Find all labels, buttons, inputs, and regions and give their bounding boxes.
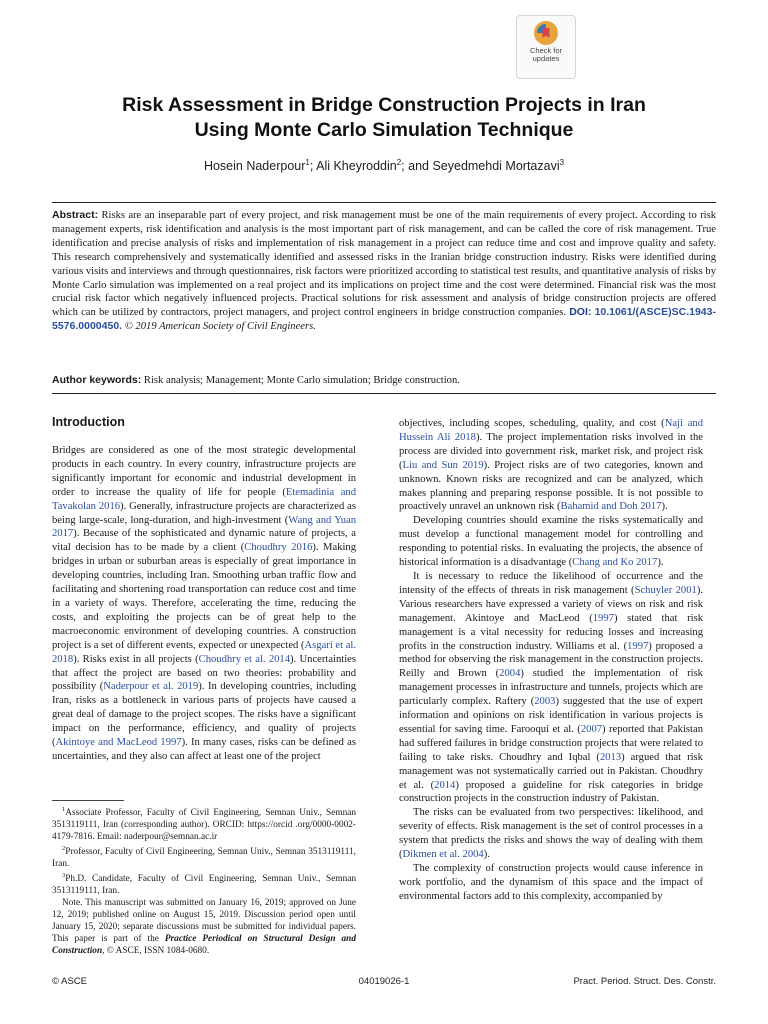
footnote-text: Professor, Faculty of Civil Engineering, Semnan Univ., Semnan 3513119111, Iran. bbox=[52, 847, 356, 870]
body-text: The risks can be evaluated from two perspectives: likelihood, and severity of effects. Risk management is the set of control processes in a system that predicts the risks and shows the way of dealing with them ( bbox=[399, 807, 703, 861]
citation-link[interactable]: Choudhry 2016 bbox=[244, 542, 313, 554]
doi-link[interactable]: 10.1061/(ASCE)SC.1943-5576.0000450. bbox=[52, 306, 716, 333]
body-text: ). The project implementation risks involved in the process are divided into government risk, market risk, and project risk ( bbox=[399, 431, 703, 471]
note-text: Note. This manuscript was submitted on January 16, 2019; approved on June 12, 2019; published online on August 15, 2019. Discussion period open until January 15, 2020; separate discussions must be submitted for individual papers. This paper is part of the bbox=[52, 898, 356, 945]
footer-article-number: 04019026-1 bbox=[358, 976, 410, 987]
body-text: It is necessary to reduce the likelihood of occurrence and the intensity of the effects of threats in risk management ( bbox=[399, 570, 703, 596]
body-text: ). Uncertainties that affect the project are based on two theories: probability and possibility ( bbox=[52, 653, 356, 693]
citation-link[interactable]: Dikmen et al. 2004 bbox=[402, 849, 484, 861]
author-affiliation-mark: 3 bbox=[559, 158, 565, 167]
author-affiliation-mark: 1 bbox=[305, 158, 310, 167]
doi-label: DOI: bbox=[569, 306, 592, 319]
citation-link[interactable]: 1997 bbox=[627, 640, 649, 652]
body-text: Developing countries should examine the risks systematically and must develop a functional management model for controlling and responding to potential risks. In evaluating the projects, the absence of historical information is a disadvantage ( bbox=[399, 515, 703, 569]
abstract-label: Abstract: bbox=[52, 209, 99, 221]
citation-link[interactable]: 2003 bbox=[534, 696, 556, 708]
author-name: Ali Kheyroddin bbox=[316, 159, 397, 174]
cfu-line1: Check for bbox=[529, 46, 563, 55]
footnote-rule bbox=[52, 800, 124, 801]
footnote-1 bbox=[52, 804, 356, 843]
footnote-mark: 1 bbox=[62, 806, 66, 813]
abstract bbox=[52, 209, 716, 334]
author-separator: ; bbox=[309, 159, 317, 174]
footnote-mark: 2 bbox=[62, 845, 66, 853]
body-paragraph-1 bbox=[399, 417, 703, 514]
citation-link[interactable]: Akintoye and MacLeod 1997 bbox=[55, 737, 182, 749]
footnote-2 bbox=[52, 843, 356, 870]
right-column bbox=[399, 417, 703, 904]
body-text: ). Because of the sophisticated and dynamic nature of projects, a vital decision has to be made by a client ( bbox=[52, 528, 356, 554]
author-keywords bbox=[52, 374, 716, 387]
body-text: ). Various researchers have expressed a variety of views on risk and risk management. Akintoye and MacLeod ( bbox=[399, 584, 703, 624]
footnote-text: Associate Professor, Faculty of Civil Engineering, Semnan Univ., Semnan 3513119111, Iran (corresponding author). ORCID: https://orcid .org/0000-0002-4179-7816. Email: naderpour@semnan.ac.ir bbox=[52, 808, 356, 843]
citation-link[interactable]: Liu and Sun 2019 bbox=[402, 459, 484, 471]
citation-link[interactable]: 1997 bbox=[592, 612, 614, 624]
author-affiliation-mark: 2 bbox=[396, 158, 402, 167]
footnote-3 bbox=[52, 870, 356, 897]
footnote-text: Ph.D. Candidate, Faculty of Civil Engineering, Semnan Univ., Semnan 3513119111, Iran. bbox=[52, 874, 356, 897]
author-name: Hosein Naderpour bbox=[203, 159, 306, 174]
body-text: ). Project risks are of two categories, known and unknown. Known risks are recognized and can be analyzed, which makes planning and preparing response possible. It is not possible to proactively unravel an unknown risk ( bbox=[399, 459, 703, 513]
left-column bbox=[52, 415, 356, 764]
title-line-2: Using Monte Carlo Simulation Technique bbox=[194, 119, 574, 141]
body-text: ). bbox=[661, 501, 668, 513]
footnotes bbox=[52, 804, 356, 957]
author-list bbox=[40, 158, 728, 173]
body-text: Bridges are considered as one of the most strategic developmental products in each country. In every country, infrastructure projects are significantly important for economic and industrial development in order to increase the quality of life for people ( bbox=[52, 445, 356, 498]
submission-note bbox=[52, 897, 356, 957]
citation-link[interactable]: 2013 bbox=[599, 751, 622, 763]
footer-journal-abbrev: Pract. Period. Struct. Des. Constr. bbox=[573, 976, 716, 987]
keywords-bottom-rule bbox=[52, 393, 716, 394]
abstract-text: Risks are an inseparable part of every project, and risk management must be one of the main requirements of every project. According to risk management experts, risk identification and analysis is the most important part of risk management, and can be called the core of risk management. True identification and precise analysis of risks and implementation of risk management in a project can reduce time and cost and improve quality and safety. This research comprehensively and systematically identified and assessed risks in the Iranian bridge construction industry. Risks were identified during various visits and interviews and through questionnaires, risk factors were prioritized according to statistical test results, and quantitative analysis of risks by Monte Carlo simulation was implemented on a real project and its implications on project time and the cost were determined. Financial risk was the most crucial risk factor which negatively influenced projects. Practical solutions for risk assessment and analysis of bridge construction projects are offered which can be utilized by contractors, project managers, and project control engineers in bridge construction companies. bbox=[52, 210, 717, 319]
abstract-top-rule bbox=[52, 202, 716, 203]
body-text: The complexity of construction projects would cause inference in work portfolio, and the dynamism of this space and the impact of environmental factors add to this complexity, accompanied by bbox=[399, 863, 703, 902]
citation-link[interactable]: Choudhry et al. 2014 bbox=[198, 653, 291, 665]
citation-link[interactable]: Wang and Yuan 2017 bbox=[52, 514, 356, 540]
body-text: ). bbox=[483, 849, 490, 861]
section-heading-introduction: Introduction bbox=[52, 415, 125, 429]
citation-link[interactable]: 2007 bbox=[580, 723, 603, 735]
keywords-label: Author keywords: bbox=[52, 374, 142, 386]
author-separator: ; and bbox=[401, 159, 433, 174]
check-for-updates-icon bbox=[533, 20, 559, 46]
citation-link[interactable]: Naderpour et al. 2019 bbox=[103, 681, 199, 693]
body-text: ) suggested that the use of expert information and opinions on risk identification in various projects is essential for saving time. Farooqui et al. ( bbox=[399, 696, 703, 735]
body-paragraph-3 bbox=[399, 570, 703, 806]
body-text: ) reported that Pakistan had suffered failures in bridge construction projects that were related to failing to take risks. Choudhry and Iqbal ( bbox=[399, 723, 703, 763]
citation-link[interactable]: 2014 bbox=[434, 779, 456, 791]
citation-link[interactable]: Asgari et al. 2018 bbox=[52, 639, 356, 665]
body-text: ). In many cases, risks can be defined as uncertainties, and they also can affect at least one of the project bbox=[52, 737, 356, 762]
body-text: ). bbox=[657, 557, 664, 569]
paper-title bbox=[40, 93, 728, 143]
body-text: ). Making bridges in urban or suburban areas is especially of great importance in developing countries, including Iran. Smoothing urban traffic flow and facilitating and shortening road transportation can reduce cost and time in a variety of ways. Therefore, accelerating the time, reducing the costs, and exploiting the projects can be of great help to the macroeconomic environment of developing countries. A construction project is a set of different events, expected or unexpected ( bbox=[52, 542, 357, 651]
body-text: objectives, including scopes, scheduling, quality, and cost ( bbox=[399, 418, 665, 429]
body-text: ). Risks exist in all projects ( bbox=[73, 653, 199, 665]
citation-link[interactable]: 2004 bbox=[499, 668, 521, 680]
body-paragraph-5 bbox=[399, 862, 703, 904]
body-text: ) studied the implementation of risk management processes in infrastructure and tunnels, projects which are particularly complex. Raftery ( bbox=[399, 668, 703, 708]
citation-link[interactable]: Schuyler 2001 bbox=[634, 584, 697, 596]
check-for-updates-label bbox=[517, 47, 575, 63]
body-paragraph-4 bbox=[399, 806, 703, 862]
footnote-mark: 3 bbox=[62, 872, 66, 880]
cfu-line2: updates bbox=[532, 54, 560, 63]
note-end: , © ASCE, ISSN 1084-0680. bbox=[102, 946, 210, 957]
body-text: ) proposed a method for observing the risk management in the construction projects. Reilly and Brown ( bbox=[399, 640, 703, 680]
footer-publisher: © ASCE bbox=[52, 976, 87, 987]
title-line-1: Risk Assessment in Bridge Construction Projects in Iran bbox=[122, 94, 646, 116]
intro-paragraph bbox=[52, 444, 356, 764]
body-text: ). Generally, infrastructure projects are characterized as being large-scale, long-duration, and high-investment ( bbox=[52, 500, 357, 526]
journal-name: Practice Periodical on Structural Design and Construction bbox=[52, 934, 356, 957]
citation-link[interactable]: Etemadinia and Tavakolan 2016 bbox=[52, 486, 356, 512]
body-paragraph-2 bbox=[399, 514, 703, 570]
body-text: ). In developing countries, including Iran, risks as a bottleneck in various parts of projects have caused a great deal of damage to the project scopes. The risks have a significant impact on the performance, efficiency, and quality of projects ( bbox=[52, 681, 356, 749]
keywords-text: Risk analysis; Management; Monte Carlo simulation; Bridge construction. bbox=[143, 375, 460, 386]
body-text: ) stated that risk management is a vital necessity for reducing losses and increasing profits in the construction industry. Williams et al. ( bbox=[399, 612, 703, 652]
author-name: Seyedmehdi Mortazavi bbox=[432, 159, 560, 174]
citation-link[interactable]: Bahamid and Doh 2017 bbox=[560, 501, 662, 513]
citation-link[interactable]: Naji and Hussein Ali 2018 bbox=[399, 418, 703, 443]
copyright-notice: © 2019 American Society of Civil Engineers. bbox=[124, 321, 316, 333]
body-text: ) proposed a guideline for risk categories in bridge construction projects in the construction industry of Pakistan. bbox=[399, 779, 703, 805]
check-for-updates-badge[interactable] bbox=[516, 15, 576, 79]
citation-link[interactable]: Chang and Ko 2017 bbox=[572, 557, 658, 569]
body-text: ) argued that risk management was not systematically carried out in Pakistan. Choudhry et al. ( bbox=[399, 751, 703, 791]
